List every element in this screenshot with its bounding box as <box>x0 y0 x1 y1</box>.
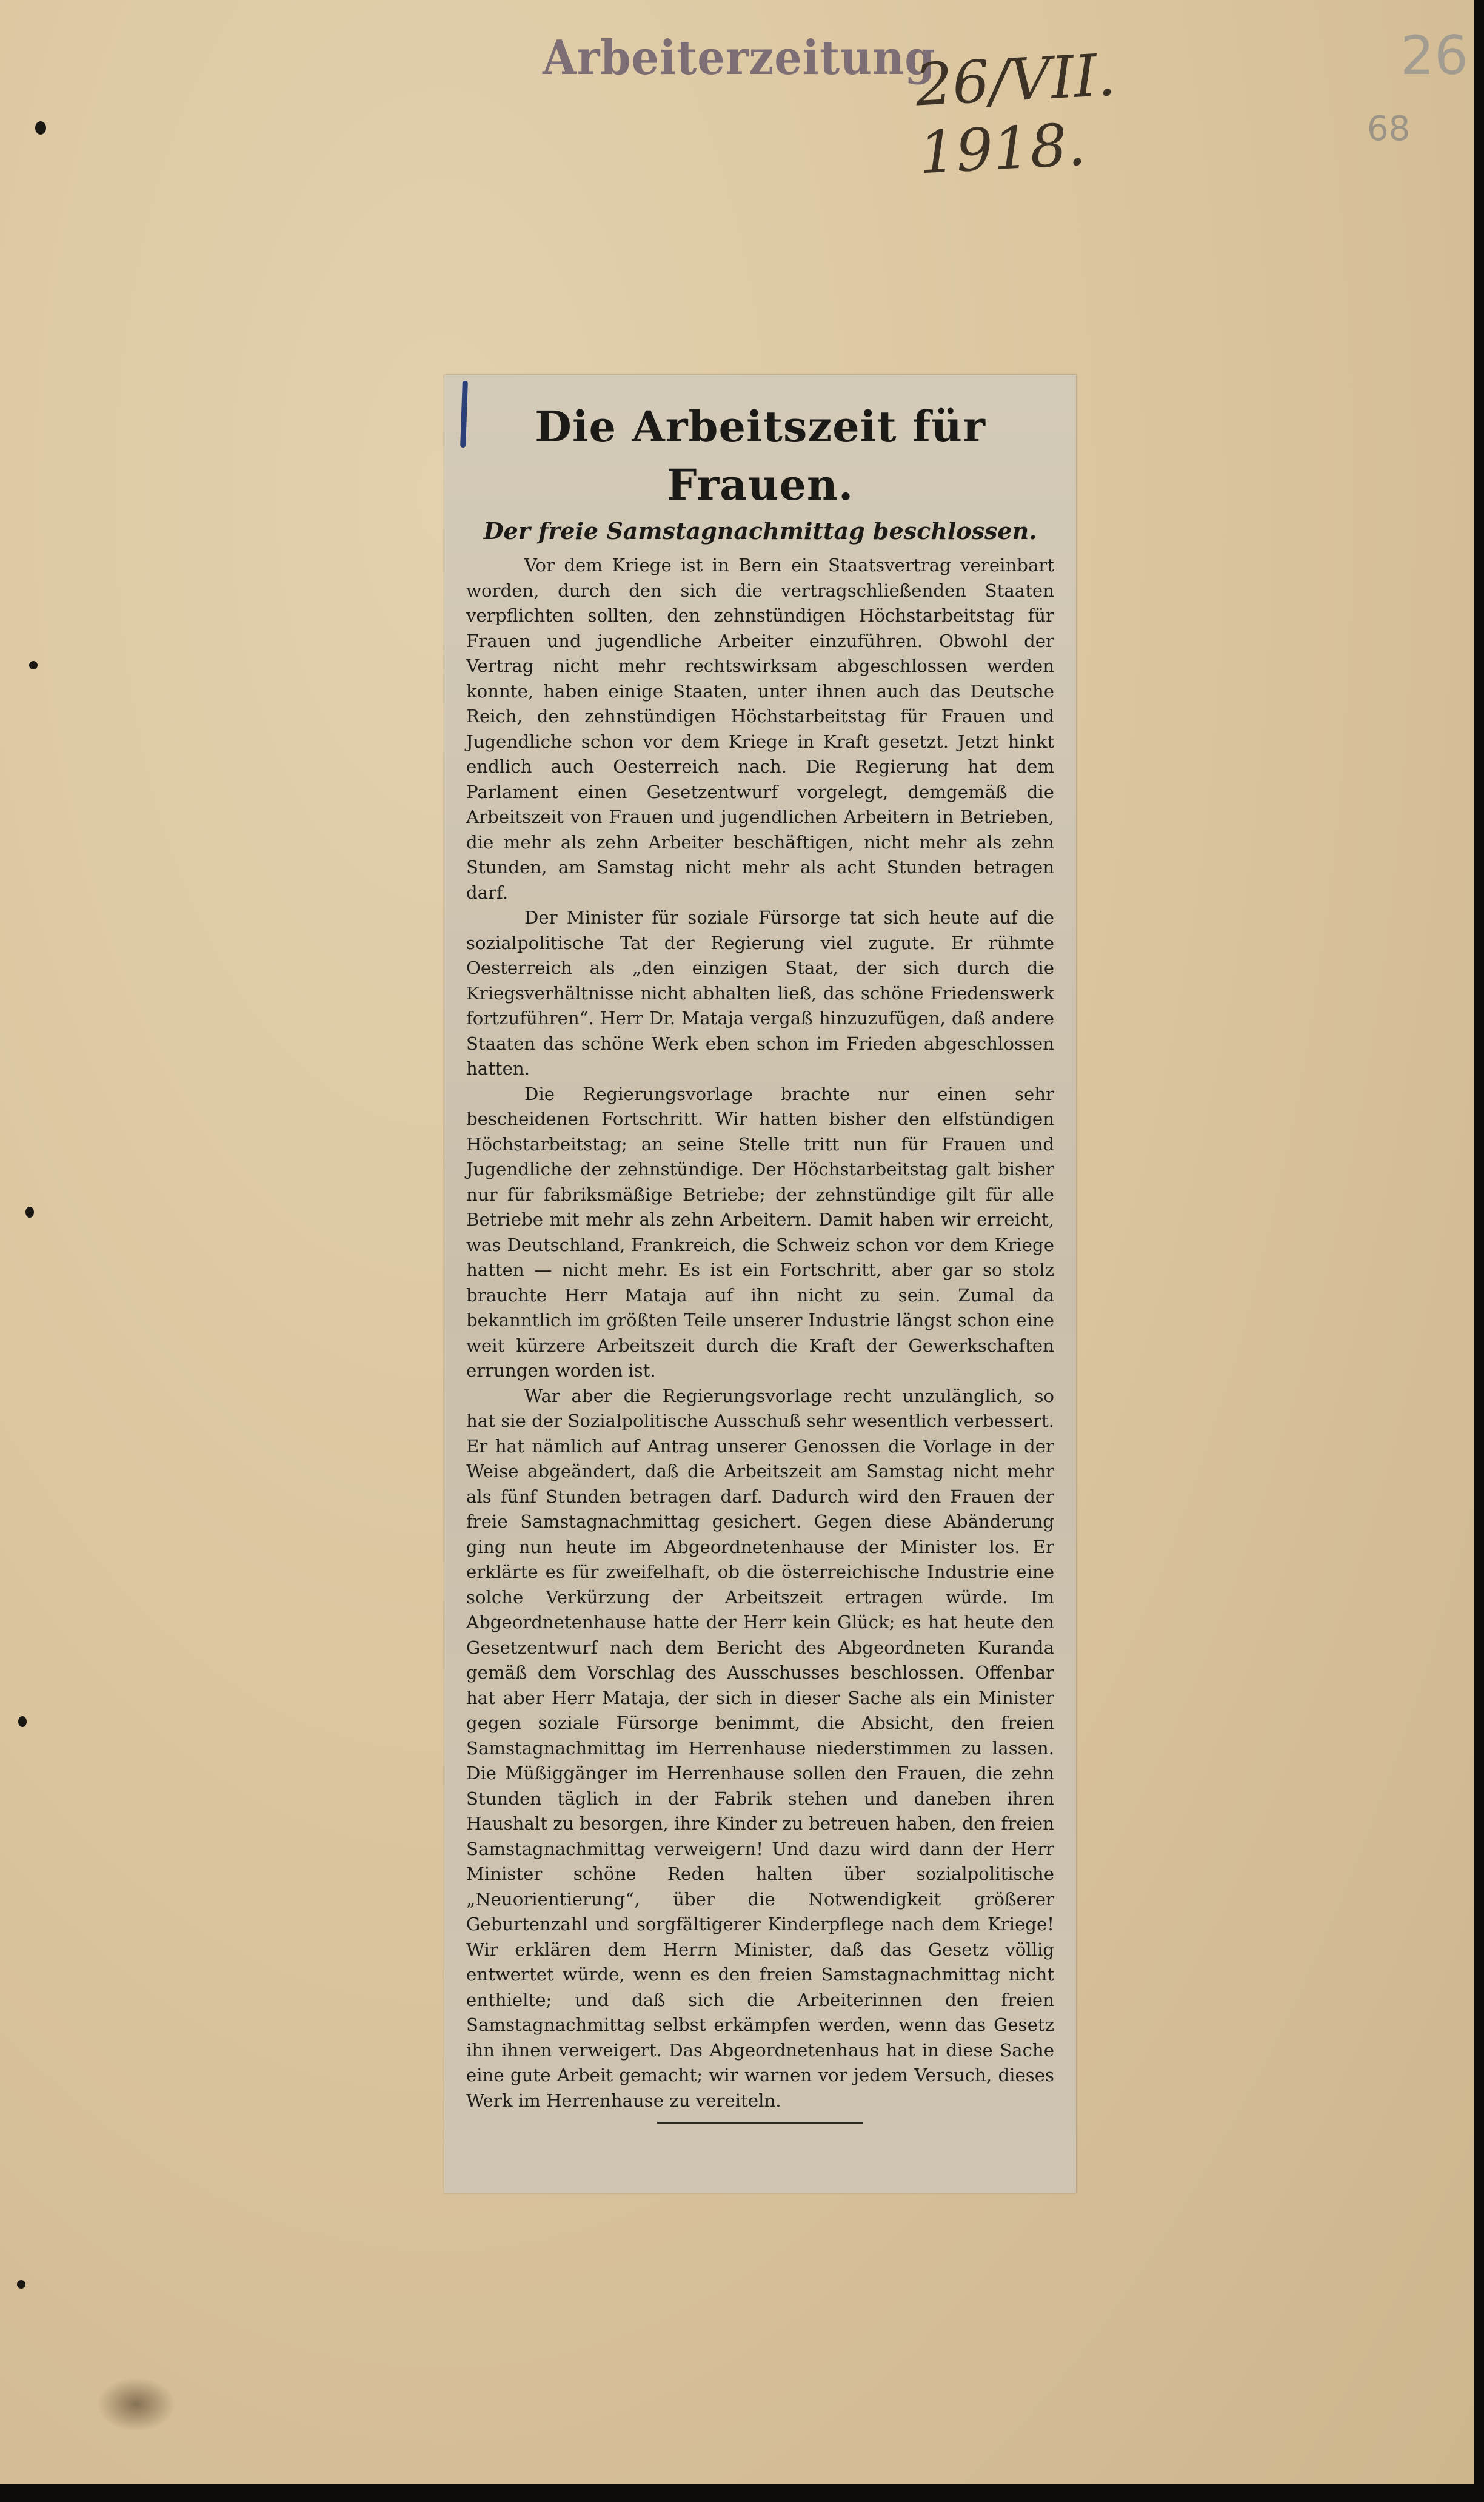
punch-hole-icon <box>35 121 46 135</box>
article-paragraph: Die Regierungsvorlage brachte nur einen sehr bescheidenen Fortschritt. Wir hatten bisher den elfstündigen Höchstarbeitstag; an seine Stelle tritt nun für Frauen und Jugendliche der zehnstündige. Der Höchstarbeitstag galt bisher nur für fabriksmäßige Betriebe; der zehnstündige gilt für alle Betriebe mit mehr als zehn Arbeitern. Damit haben wir erreicht, was Deutschland, Frankreich, die Schweiz schon vor dem Kriege hatten — nicht mehr. Es ist ein Fortschritt, aber gar so stolz brauchte Herr Mataja auf ihn nicht zu sein. Zumal da bekanntlich im größten Teile unserer Industrie längst schon eine weit kürzere Arbeitszeit durch die Kraft der Gewerkschaften errungen worden ist. <box>466 1083 1054 1381</box>
article-headline: Die Arbeitszeit für Frauen. <box>535 401 986 510</box>
pencil-number-top: 26 <box>1400 24 1468 87</box>
end-rule <box>657 2122 863 2124</box>
article-paragraph: Der Minister für soziale Fürsorge tat sich heute auf die sozialpolitische Tat der Regierung viel zugute. Er rühmte Oesterreich als „den einzigen Staat, der sich durch die Kriegsverhältnisse nicht abhalten ließ, das schöne Friedenswerk fortzuführen“. Herr Dr. Mataja vergaß hinzuzufügen, daß andere Staaten das schöne Werk eben schon im Frieden abgeschlossen hatten. <box>466 907 1054 1079</box>
paper-stain <box>97 2377 176 2432</box>
article-body <box>466 553 1054 2113</box>
newspaper-clipping <box>444 375 1076 2193</box>
article-subheadline: Der freie Samstagnachmittag beschlossen. <box>483 517 1037 545</box>
punch-hole-icon <box>29 661 38 669</box>
punch-hole-icon <box>17 2280 25 2289</box>
handwritten-date: 26/VII. 1918. <box>914 41 1117 187</box>
article-paragraph: Vor dem Kriege ist in Bern ein Staatsvertrag vereinbart worden, durch den sich die vertragschließenden Staaten verpflichten sollten, den zehnstündigen Höchstarbeitstag für Frauen und jugendliche Arbeiter einzuführen. Obwohl der Vertrag nicht mehr rechtswirksam abgeschlossen werden konnte, haben einige Staaten, unter ihnen auch das Deutsche Reich, den zehnstündigen Höchstarbeitstag für Frauen und Jugendliche schon vor dem Kriege in Kraft gesetzt. Jetzt hinkt endlich auch Oesterreich nach. Die Regierung hat dem Parlament einen Gesetzentwurf vorgelegt, demgemäß die Arbeitszeit von Frauen und jugendlichen Arbeitern in Betrieben, die mehr als zehn Arbeiter beschäftigen, nicht mehr als zehn Stunden, am Samstag nicht mehr als acht Stunden betragen darf. <box>466 555 1054 903</box>
punch-hole-icon <box>18 1716 27 1727</box>
article-paragraph: War aber die Regierungsvorlage recht unzulänglich, so hat sie der Sozialpolitische Ausschuß sehr wesentlich verbessert. Er hat nämlich auf Antrag unserer Genossen die Vorlage in der Weise abgeändert, daß die Arbeitszeit am Samstag nicht mehr als fünf Stunden betragen darf. Dadurch wird den Frauen der freie Samstagnachmittag gesichert. Gegen diese Abänderung ging nun heute im Abgeordnetenhause der Minister los. Er erklärte es für zweifelhaft, ob die österreichische Industrie eine solche Verkürzung der Arbeitszeit ertragen würde. Im Abgeordnetenhause hatte der Herr kein Glück; es hat heute den Gesetzentwurf nach dem Bericht des Abgeordneten Kuranda gemäß dem Vorschlag des Ausschusses beschlossen. Offenbar hat aber Herr Mataja, der sich in dieser Sache als ein Minister gegen soziale Fürsorge benimmt, die Absicht, den freien Samstagnachmittag im Herrenhause niederstimmen zu lassen. Die Müßiggänger im Herrenhause sollen den Frauen, die zehn Stunden täglich in der Fabrik stehen und daneben ihren Haushalt zu besorgen, ihre Kinder zu betreuen haben, den freien Samstagnachmittag verweigern! Und dazu wird dann der Herr Minister schöne Reden halten über sozialpolitische „Neuorientierung“, über die Notwendigkeit größerer Geburtenzahl und sorgfältigerer Kinderpflege nach dem Kriege! Wir erklären dem Herrn Minister, daß das Gesetz völlig entwertet würde, wenn es den freien Samstagnachmittag nicht enthielte; und daß sich die Arbeiterinnen den freien Samstagnachmittag selbst erkämpfen werden, wenn das Gesetz ihn ihnen verweigert. Das Abgeordnetenhaus hat in diese Sache eine gute Arbeit gemacht; wir warnen vor jedem Versuch, dieses Werk im Herrenhause zu vereiteln. <box>466 1385 1054 2111</box>
punch-hole-icon <box>25 1207 34 1218</box>
pencil-folio-number: 68 <box>1367 109 1411 149</box>
newspaper-stamp: Arbeiterzeitung <box>543 30 936 86</box>
